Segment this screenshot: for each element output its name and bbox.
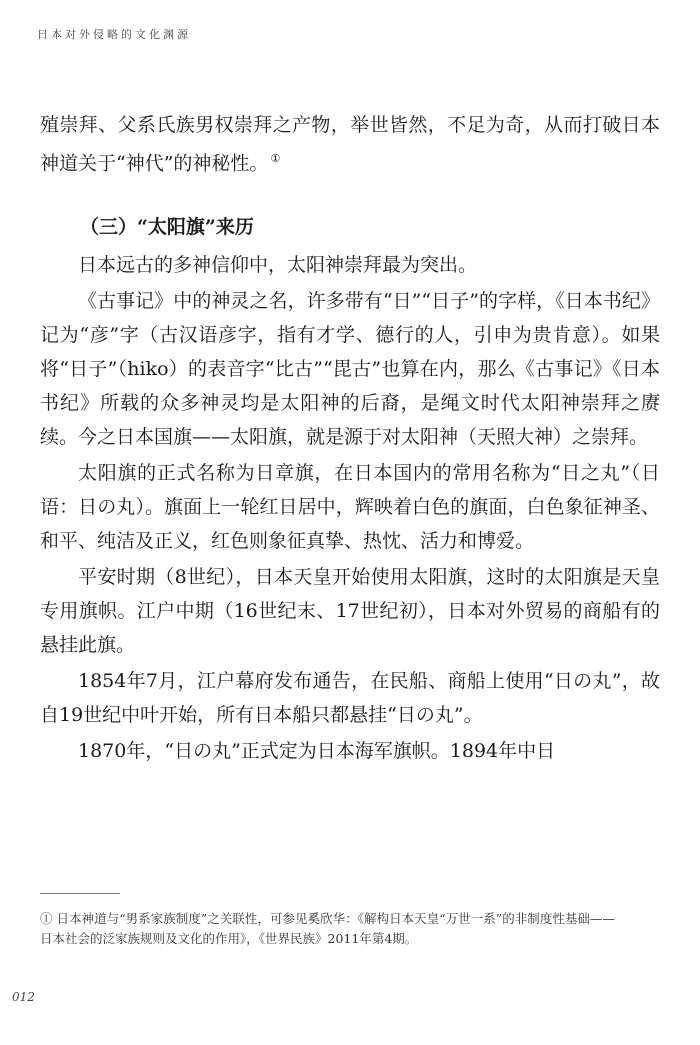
body-text [40,108,660,768]
footnote: ① 日本神道与“男系家族制度”之关联性，可参见奚欣华：《解构日本天皇“万世一系”的非制度性基础——日本社会的泛家族规则及文化的作用》，《世界民族》2011年第4期。 [40,911,615,946]
paragraph-3: 太阳旗的正式名称为日章旗，在日本国内的常用名称为“日之丸”（日语：日の丸）。旗面上一轮红日居中，辉映着白色的旗面，白色象征神圣、和平、纯洁及正义，红色则象征真挚、热忱、活力和博爱。 [40,462,660,553]
paragraph-6: 1870年，“日の丸”正式定为日本海军旗帜。1894年中日 [78,740,556,763]
paragraph-4: 平安时期（8世纪），日本天皇开始使用太阳旗，这时的太阳旗是天皇专用旗帜。江户中期（16世纪末、17世纪初），日本对外贸易的商船有的悬挂此旗。 [40,566,660,657]
running-head: 日本对外侵略的文化渊源 [37,28,191,41]
page-number: 012 [12,990,35,1004]
paragraph-2: 《古事记》中的神灵之名，许多带有“日”“日子”的字样，《日本书纪》记为“彦”字（古汉语彦字，指有才学、德行的人，引申为贵肯意）。如果将“日子”（hiko）的表音字“比古”“毘古”也算在内，那么《古事记》《日本书纪》所载的众多神灵均是太阳神的后裔，是绳文时代太阳神崇拜之赓续。今之日本国旗——太阳旗，就是源于对太阳神（天照大神）之崇拜。 [40,290,660,449]
paragraph-1: 日本远古的多神信仰中，太阳神崇拜最为突出。 [78,254,478,277]
paragraph-0 [40,108,660,180]
paragraph-5: 1854年7月，江户幕府发布通告，在民船、商船上使用“日の丸”，故自19世纪中叶开始，所有日本船只都悬挂“日の丸”。 [40,670,660,727]
footnote-divider [40,893,120,894]
section-heading: （三）“太阳旗”来历 [80,216,254,239]
footnote-reference[interactable]: ① [270,152,281,165]
paragraph-0-text: 殖崇拜、父系氏族男权崇拜之产物，举世皆然，不足为奇，从而打破日本神道关于“神代”的神秘性。 [40,114,660,175]
